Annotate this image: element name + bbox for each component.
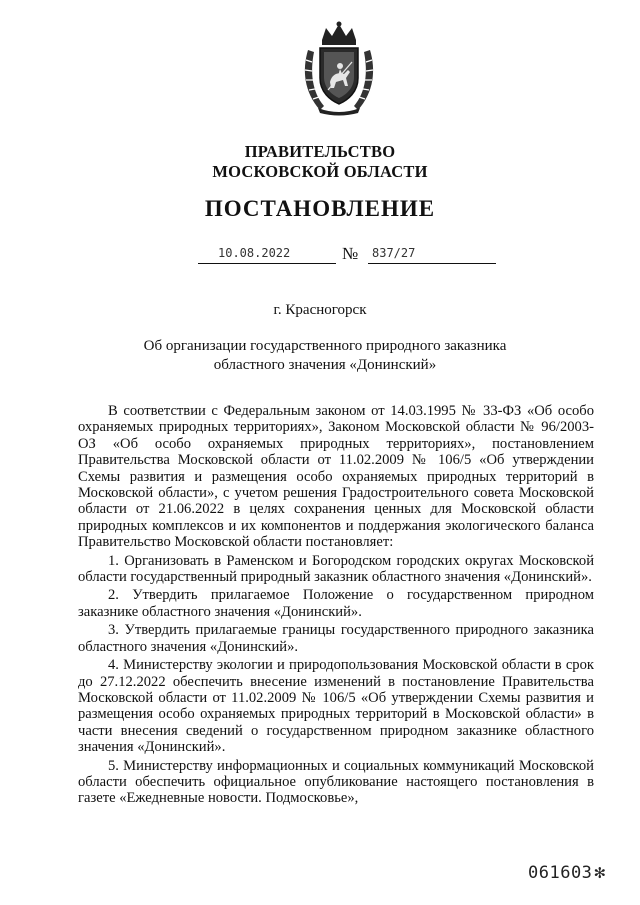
document-body <box>78 403 594 807</box>
subject-line2: областного значения «Донинский» <box>213 357 437 373</box>
document-date: 10.08.2022 <box>198 246 336 264</box>
clause-paragraph: 4. Министерству экологии и природопользования Московской области в срок до 27.12.2022 обеспечить внесение изменений в постановление Правительства Московской области от 11.02.2009 № 106/5 «Об утверждении Схемы развития и размещения особо охраняемых природных территорий в Московской области» в части внесения сведений о государственном природном заказнике областного значения «Донинский». <box>78 657 594 756</box>
serial-number: 061603 <box>528 863 593 883</box>
number-sign: № <box>342 244 359 263</box>
clause-paragraph: 3. Утвердить прилагаемые границы государственного природного заказника областного значения «Донинский». <box>78 622 594 655</box>
document-type-title: ПОСТАНОВЛЕНИЕ <box>204 196 436 221</box>
city: г. Красногорск <box>273 302 367 318</box>
coat-of-arms-icon <box>300 20 378 118</box>
clause-paragraph: 1. Организовать в Раменском и Богородском городских округах Московской области государственный природный заказник областного значения «Донинский». <box>78 552 594 586</box>
serial-star-icon: ✻ <box>594 862 606 883</box>
clause-paragraph: 2. Утвердить прилагаемое Положение о государственном природном заказнике областного значения «Донинский». <box>78 587 594 620</box>
subject-line1: Об организации государственного природного заказника <box>143 338 507 354</box>
preamble-paragraph: В соответствии с Федеральным законом от 14.03.1995 № 33-ФЗ «Об особо охраняемых природных территориях», Законом Московской области № 96/2003-ОЗ «Об особо охраняемых природных территориях», постановлением Правительства Московской области от 11.02.2009 № 106/5 «Об утверждении Схемы развития и размещения особо охраняемых природных территорий в Московской области», с учетом решения Градостроительного совета Московской области от 21.06.2022 в целях сохранения ценных для Московской области природных комплексов и их компонентов и поддержания экологического баланса Правительство Московской области постановляет: <box>78 403 594 551</box>
government-title-line2: МОСКОВСКОЙ ОБЛАСТИ <box>212 162 428 181</box>
document-number: 837/27 <box>368 246 496 264</box>
serial-stamp <box>528 862 606 883</box>
clause-paragraph: 5. Министерству информационных и социальных коммуникаций Московской области обеспечить официальное опубликование настоящего постановления в газете «Ежедневные новости. Подмосковье», <box>78 757 594 807</box>
document-subject <box>130 337 520 375</box>
government-title-line1: ПРАВИТЕЛЬСТВО <box>244 142 396 161</box>
